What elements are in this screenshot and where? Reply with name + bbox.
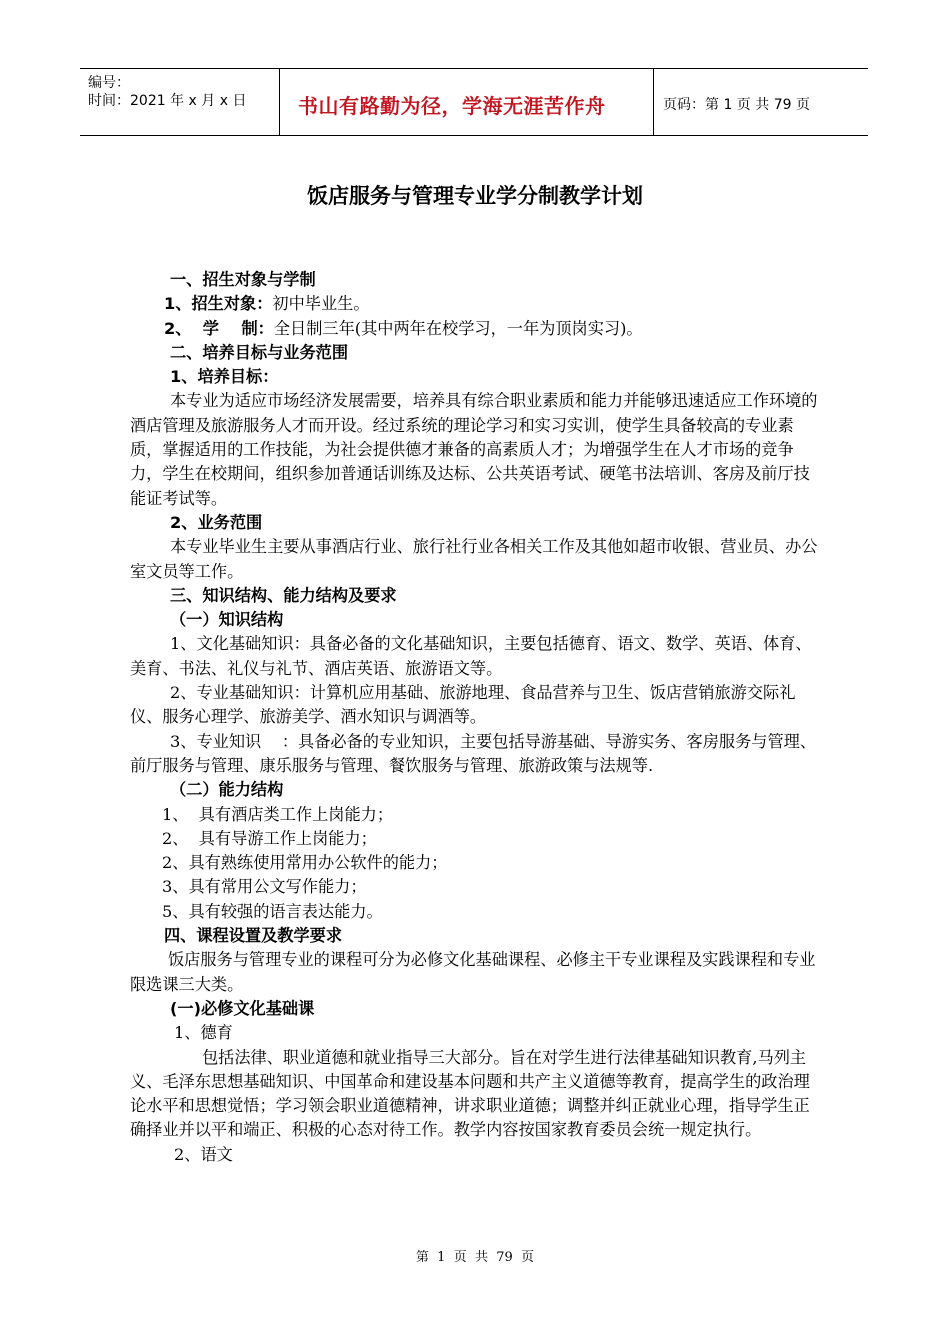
paragraph: 3、专业知识 ：具备必备的专业知识，主要包括导游基础、导游实务、客房服务与管理、前厅服务与管理、康乐服务与管理、餐饮服务与管理、旅游政策与法规等.	[130, 731, 817, 775]
list-item: 1、 具有酒店类工作上岗能力；	[162, 804, 394, 824]
list-item: 3、具有常用公文写作能力；	[162, 877, 367, 897]
header-page-info: 页码：第 1 页 共 79 页	[663, 97, 810, 113]
paragraph	[130, 317, 820, 341]
section-heading: 二、培养目标与业务范围	[170, 342, 349, 362]
section-heading: 四、课程设置及教学要求	[164, 926, 343, 946]
paragraph	[130, 292, 820, 316]
subsection-heading: 2、业务范围	[170, 512, 263, 532]
header-divider-right	[653, 68, 654, 135]
header-divider-left	[279, 68, 280, 135]
header-motto: 书山有路勤为径，学海无涯苦作舟	[298, 94, 606, 118]
subsection-heading: (一)必修文化基础课	[170, 998, 315, 1018]
item-label: 1、招生对象：	[164, 294, 273, 314]
paragraph: 本专业毕业生主要从事酒店行业、旅行社行业各相关工作及其他如超市收银、营业员、办公室文员等工作。	[130, 537, 818, 581]
list-item: 1、德育	[174, 1023, 233, 1043]
list-item: 2、 具有导游工作上岗能力；	[162, 828, 377, 848]
header-date: 时间：2021 年 x 月 x 日	[88, 93, 247, 109]
paragraph: 饭店服务与管理专业的课程可分为必修文化基础课程、必修主干专业课程及实践课程和专业限选课三大类。	[130, 950, 816, 994]
list-item: 5、具有较强的语言表达能力。	[162, 901, 383, 921]
paragraph: 包括法律、职业道德和就业指导三大部分。旨在对学生进行法律基础知识教育,马列主义、毛泽东思想基础知识、中国革命和建设基本问题和共产主义道德等教育，提高学生的政治理论水平和思想觉悟；学习领会职业道德精神，讲求职业道德；调整并纠正就业心理，指导学生正确择业并以平和端正、积极的心态对待工作。教学内容按国家教育委员会统一规定执行。	[130, 1047, 810, 1140]
page-footer: 第 1 页 共 79 页	[415, 1250, 535, 1265]
subsection-heading: （二）能力结构	[170, 780, 284, 800]
section-heading: 三、知识结构、能力结构及要求	[170, 585, 397, 605]
subsection-heading: 1、培养目标：	[170, 367, 279, 387]
header-number-label: 编号：	[88, 75, 130, 91]
section-heading: 一、招生对象与学制	[170, 270, 316, 289]
item-text: 初中毕业生。	[272, 294, 370, 314]
paragraph: 2、专业基础知识：计算机应用基础、旅游地理、食品营养与卫生、饭店营销旅游交际礼仪、服务心理学、旅游美学、酒水知识与调酒等。	[130, 683, 796, 727]
subsection-heading: （一）知识结构	[170, 610, 284, 630]
item-label: 2、 学 制：	[164, 318, 274, 338]
header-top-border	[80, 68, 868, 69]
paragraph: 本专业为适应市场经济发展需要，培养具有综合职业素质和能力并能够迅速适应工作环境的酒店管理及旅游服务人才而开设。经过系统的理论学习和实习实训，使学生具备较高的专业素质，掌握适用的工作技能，为社会提供德才兼备的高素质人才；为增强学生在人才市场的竞争力，学生在校期间，组织参加普通话训练及达标、公共英语考试、硬笔书法培训、客房及前厅技能证考试等。	[130, 391, 818, 508]
document-title: 饭店服务与管理专业学分制教学计划	[307, 184, 643, 208]
header-bottom-border	[80, 135, 868, 136]
list-item: 2、语文	[174, 1144, 233, 1164]
list-item: 2、具有熟练使用常用办公软件的能力；	[162, 853, 448, 873]
paragraph: 1、文化基础知识：具备必备的文化基础知识，主要包括德育、语文、数学、英语、体育、美育、书法、礼仪与礼节、酒店英语、旅游语文等。	[130, 634, 812, 678]
item-text: 全日制三年(其中两年在校学习，一年为顶岗实习)。	[273, 318, 643, 338]
document-body	[130, 268, 820, 1167]
